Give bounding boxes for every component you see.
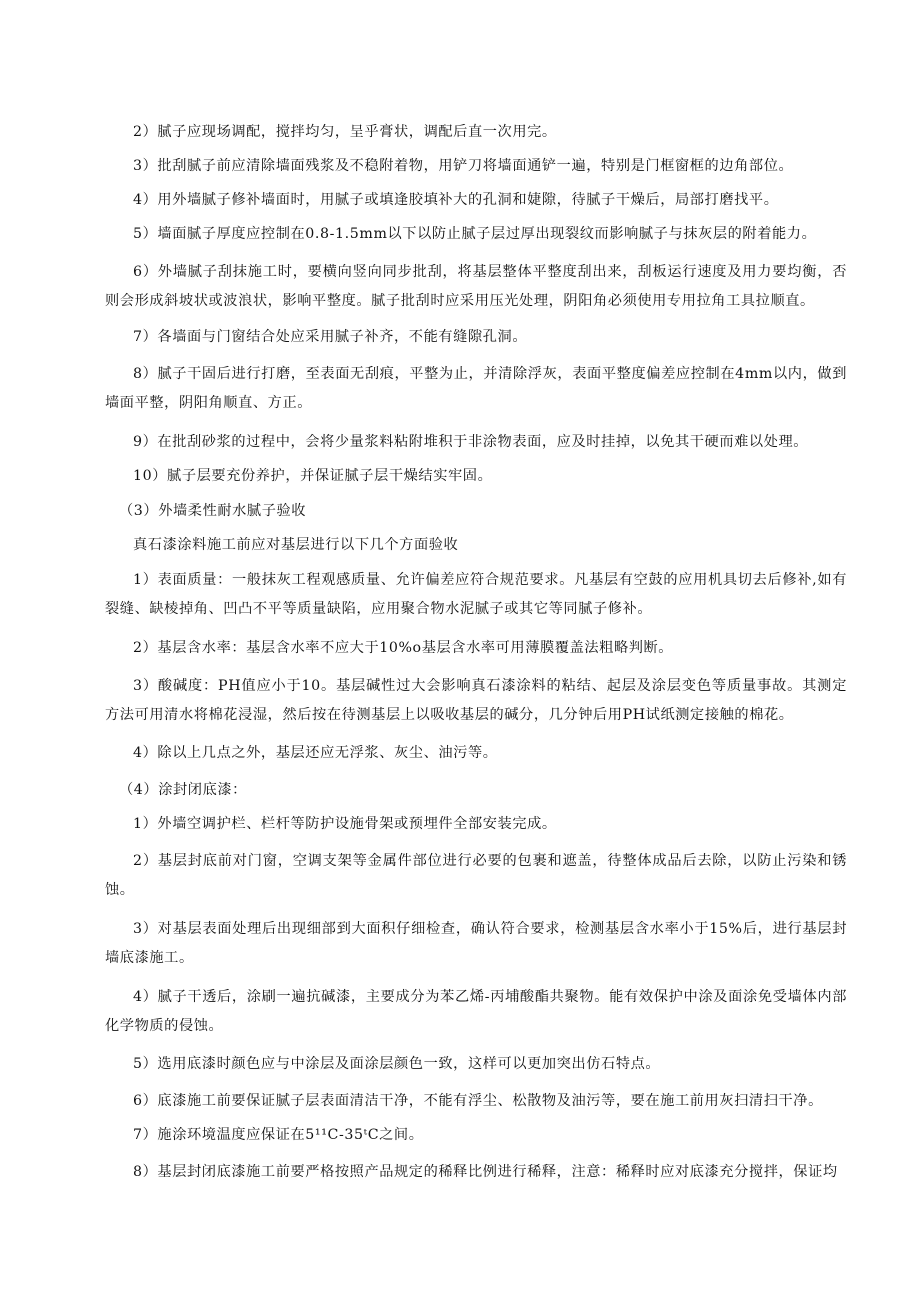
paragraph-item-4: 4）用外墙腻子修补墙面时，用腻子或填逢胶填补大的孔洞和婕隙，待腻子干燥后，局部打磨找平。 — [133, 192, 779, 208]
paragraph-cleanliness: 4）除以上几点之外，基层还应无浮浆、灰尘、油污等。 — [133, 745, 498, 761]
paragraph-item-6: 6）外墙腻子刮抹施工时，要横向竖向同步批刮，将基层整体平整度刮出来，刮板运行速度及用力要均衡，否则会形成斜坡状或波浪状，影响平整度。腻子批刮时应采用压光处理，阴阳角必须使用专用拉角工具拉顺直。 — [105, 264, 847, 309]
paragraph-moisture-content: 2）基层含水率：基层含水率不应大于10%o基层含水率可用薄膜覆盖法粗略判断。 — [133, 640, 674, 656]
paragraph-item-8: 8）腻子干固后进行打磨，至表面无刮痕，平整为止，并清除浮灰，表面平整度偏差应控制在4mm以内，做到墙面平整，阴阳角顺直、方正。 — [105, 366, 847, 411]
paragraph-intro: 真石漆涂料施工前应对基层进行以下几个方面验收 — [133, 537, 459, 553]
paragraph-item-9: 9）在批刮砂浆的过程中，会将少量浆料粘附堆积于非涂物表面，应及时挂掉，以免其干硬而难以处理。 — [133, 434, 809, 450]
paragraph-primer-3: 3）对基层表面处理后出现细部到大面积仔细检查，确认符合要求，检测基层含水率小于15%后，进行基层封墙底漆施工。 — [105, 921, 847, 966]
paragraph-primer-4: 4）腻子干透后，涂刷一遍抗碱漆，主要成分为苯乙烯-丙埔酸酯共聚物。能有效保护中涂及面涂免受墙体内部化学物质的侵蚀。 — [105, 989, 847, 1034]
paragraph-primer-6: 6）底漆施工前要保证腻子层表面清洁干净，不能有浮尘、松散物及油污等，要在施工前用灰扫清扫干净。 — [133, 1093, 823, 1109]
paragraph-item-7: 7）各墙面与门窗结合处应采用腻子补齐，不能有缝隙孔洞。 — [133, 329, 528, 345]
section-heading-4: （4）涂封闭底漆： — [119, 782, 247, 798]
paragraph-item-3: 3）批刮腻子前应清除墙面残浆及不稳附着物，用铲刀将墙面通铲一遍，特别是门框窗框的边角部位。 — [133, 158, 794, 174]
paragraph-primer-5: 5）选用底漆时颜色应与中涂层及面涂层颜色一致，这样可以更加突出仿石特点。 — [133, 1056, 661, 1072]
paragraph-item-5: 5）墙面腻子厚度应控制在0.8-1.5mm以下以防止腻子层过厚出现裂纹而影响腻子与抹灰层的附着能力。 — [133, 226, 817, 242]
paragraph-item-10: 10）腻子层要充份养护，并保证腻子层干燥结实牢固。 — [133, 468, 493, 484]
paragraph-primer-2: 2）基层封底前对门窗，空调支架等金属件部位进行必要的包裹和遮盖，待整体成品后去除，以防止污染和锈蚀。 — [105, 853, 847, 898]
paragraph-primer-7: 7）施涂环境温度应保证在5¹¹C-35ᵗC之间。 — [133, 1127, 424, 1143]
paragraph-ph: 3）酸碱度：PH值应小于10。基层碱性过大会影响真石漆涂料的粘结、起层及涂层变色等质量事故。其测定方法可用清水将棉花浸湿，然后按在待测基层上以吸收基层的碱分，几分钟后用PH试纸测定接触的棉花。 — [105, 678, 847, 723]
section-heading-3: （3）外墙柔性耐水腻子验收 — [119, 503, 307, 519]
paragraph-primer-8: 8）基层封闭底漆施工前要严格按照产品规定的稀释比例进行稀释，注意：稀释时应对底漆充分搅拌，保证均 — [133, 1164, 838, 1180]
paragraph-surface-quality: 1）表面质量：一般抹灰工程观感质量、允许偏差应符合规范要求。凡基层有空鼓的应用机具切去后修补,如有裂缝、缺棱掉角、凹凸不平等质量缺陷，应用聚合物水泥腻子或其它等同腻子修补。 — [105, 572, 847, 617]
paragraph-item-2: 2）腻子应现场调配，搅拌均匀，呈乎膏状，调配后直一次用完。 — [133, 124, 557, 140]
paragraph-primer-1: 1）外墙空调护栏、栏杆等防护设施骨架或预埋件全部安装完成。 — [133, 816, 557, 832]
